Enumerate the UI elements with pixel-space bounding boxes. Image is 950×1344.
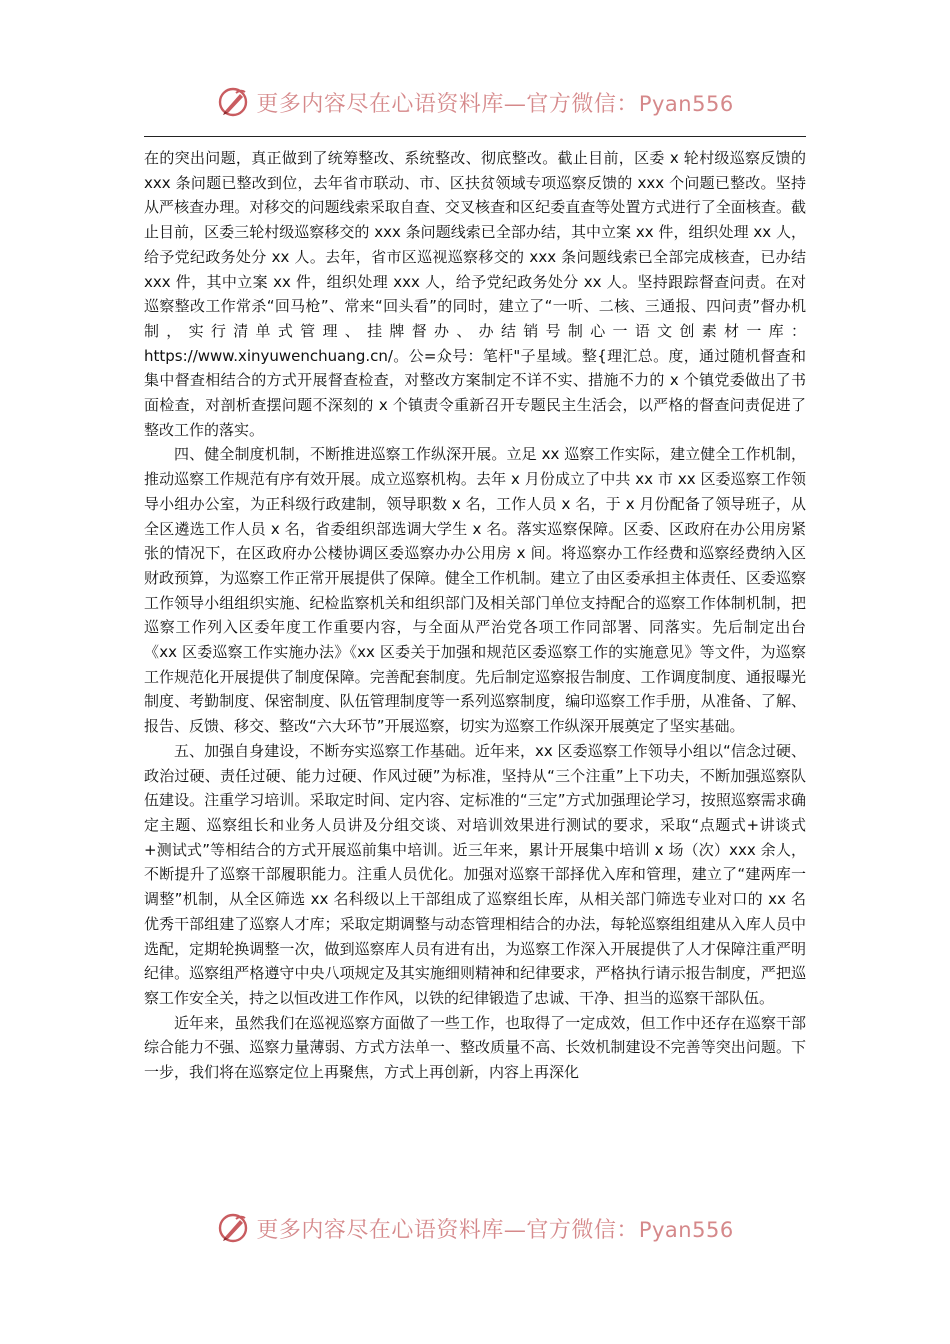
paragraph-section-four: 四、健全制度机制，不断推进巡察工作纵深开展。立足 xx 巡察工作实际，建立健全工作机制，推动巡察工作规范有序有效开展。成立巡察机构。去年 x 月份成立了中共 xx 市 xx 区委巡察工作领导小组办公室，为正科级行政建制，领导职数 x 名，工作人员 x 名，于 x 月份配备了领导班子，从全区遴选工作人员 x 名，省委组织部选调大学生 x 名。落实巡察保障。区委、区政府在办公用房紧张的情况下，在区政府办公楼协调区委巡察办办公用房 x 间。将巡察办工作经费和巡察经费纳入区财政预算，为巡察工作正常开展提供了保障。健全工作机制。建立了由区委承担主体责任、区委巡察工作领导小组组织实施、纪检监察机关和组织部门及相关部门单位支持配合的巡察工作体制机制，把巡察工作列入区委年度工作重要内容，与全面从严治党各项工作同部署、同落实。先后制定出台《xx 区委巡察工作实施办法》《xx 区委关于加强和规范区委巡察工作的实施意见》等文件，为巡察工作规范化开展提供了制度保障。完善配套制度。先后制定巡察报告制度、工作调度制度、通报曝光制度、考勤制度、保密制度、队伍管理制度等一系列巡察制度，编印巡察工作手册，从准备、了解、报告、反馈、移交、整改“六大环节”开展巡察，切实为巡察工作纵深开展奠定了坚实基础。: [144, 445, 806, 736]
paragraph-section-five: 五、加强自身建设，不断夯实巡察工作基础。近年来，xx 区委巡察工作领导小组以“信念过硬、政治过硬、责任过硬、能力过硬、作风过硬”为标准，坚持从“三个注重”上下功夫，不断加强巡察队伍建设。注重学习培训。采取定时间、定内容、定标准的“三定”方式加强理论学习，按照巡察需求确定主题、巡察组长和业务人员讲及分组交谈、对培训效果进行测试的要求，采取“点题式+讲谈式+测试式”等相结合的方式开展巡前集中培训。近三年来，累计开展集中培训 x 场（次）xxx 余人，不断提升了巡察干部履职能力。注重人员优化。加强对巡察干部择优入库和管理，建立了“建两库一调整”机制，从全区筛选 xx 名科级以上干部组成了巡察组长库，从相关部门筛选专业对口的 xx 名优秀干部组建了巡察人才库；采取定期调整与动态管理相结合的办法，每轮巡察组组建从入库人员中选配，定期轮换调整一次，做到巡察库人员有进有出，为巡察工作深入开展提供了人才保障注重严明纪律。巡察组严格遵守中央八项规定及其实施细则精神和纪律要求，严格执行请示报告制度，严把巡察工作安全关，持之以恒改进工作作风，以铁的纪律锻造了忠诚、干净、担当的巡察干部队伍。: [144, 741, 806, 1007]
pen-circle-icon: [216, 85, 250, 119]
paragraph-continuation: 在的突出问题，真正做到了统筹整改、系统整改、彻底整改。截止目前，区委 x 轮村级巡察反馈的 xxx 条问题已整改到位，去年省市联动、市、区扶贫领域专项巡察反馈的 xxx 个问题已整改。坚持从严核查办理。对移交的问题线索采取自查、交叉核查和区纪委直查等处置方式进行了全面核查。截止目前，区委三轮村级巡察移交的 xxx 条问题线索已全部办结，其中立案 xx 件，组织处理 xx 人，给予党纪政务处分 xx 人。去年，省市区巡视巡察移交的 xxx 条问题线索已全部完成核查，已办结 xxx 件，其中立案 xx 件，组织处理 xxx 人，给予党纪政务处分 xx 人。坚持跟踪督查问责。在对巡察整改工作常杀“回马枪”、常来“回头看”的同时，建立了“一听、二核、三通报、四问责”督办机制，实行清单式管理、挂牌督办、办结销号制心一语文创素材一库：https://www.xinyuwenchuang.cn/。公=众号：笔杆"子星域。整{理汇总。度，通过随机督查和集中督查相结合的方式开展督查检查，对整改方案制定不详不实、措施不力的 x 个镇党委做出了书面检查，对剖析查摆问题不深刻的 x 个镇责令重新召开专题民主生活会，以严格的督查问责促进了整改工作的落实。: [144, 149, 806, 439]
header-banner: [0, 80, 950, 124]
paragraph-conclusion: 近年来，虽然我们在巡视巡察方面做了一些工作，也取得了一定成效，但工作中还存在巡察干部综合能力不强、巡察力量薄弱、方式方法单一、整改质量不高、长效机制建设不完善等突出问题。下一步，我们将在巡察定位上再聚焦，方式上再创新，内容上再深化: [144, 1013, 806, 1082]
pen-circle-icon: [216, 1211, 250, 1245]
banner-title: 更多内容尽在心语资料库—官方微信：Pyan556: [256, 91, 734, 117]
header-divider: [144, 136, 806, 137]
banner-title: 更多内容尽在心语资料库—官方微信：Pyan556: [256, 1217, 734, 1243]
document-body: [144, 146, 806, 1085]
wechat-handle: Pyan556: [638, 91, 734, 116]
wechat-handle: Pyan556: [638, 1217, 734, 1242]
footer-banner: [0, 1206, 950, 1250]
